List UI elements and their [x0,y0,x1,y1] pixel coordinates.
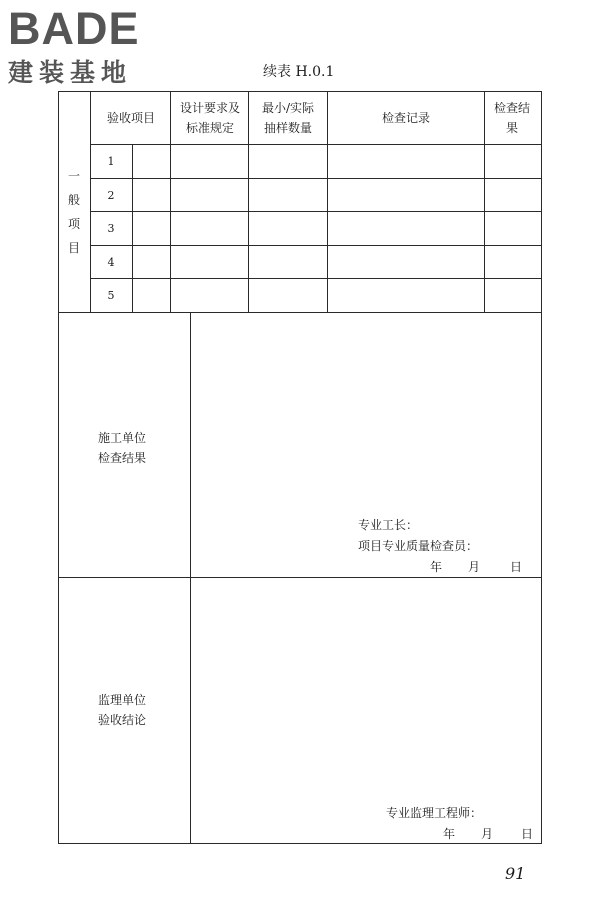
general-items-label-2: 般 [67,193,80,207]
construction-inspector: 项目专业质量检查员： [358,539,479,553]
construction-date [430,558,522,576]
header-design: 设计要求及标准规定 [179,101,240,135]
logo-subtitle: 建装基地 [8,58,133,87]
construction-foreman: 专业工长： [358,518,419,532]
table-caption: 续表 H.0.1 [263,64,335,80]
header-result: 检查结果 [493,101,530,135]
general-items-label-4: 目 [67,241,80,255]
row-number-5: 5 [107,289,115,302]
supervision-date-month: 月 [481,827,494,841]
row-line-section-split [58,577,542,578]
row-line-3 [90,245,542,246]
header-sample: 最小/实际抽样数量 [261,101,315,135]
row-line-1 [90,178,542,179]
supervision-label: 监理单位验收结论 [98,693,147,727]
construction-date-year: 年 [430,560,443,574]
row-number-1: 1 [107,155,115,168]
header-item: 验收项目 [106,111,155,125]
col-line-number [132,144,133,312]
supervision-date [443,825,533,843]
supervision-date-year: 年 [443,827,456,841]
construction-date-month: 月 [468,560,481,574]
table-border-bottom [58,843,542,844]
row-line-general-end [58,312,542,313]
supervision-date-day: 日 [521,827,534,841]
construction-date-day: 日 [510,560,523,574]
table-border-left [58,91,59,844]
general-items-label-1: 一 [67,169,80,183]
row-line-4 [90,278,542,279]
row-line-header [90,144,542,145]
table-border-right [541,91,542,844]
supervision-engineer: 专业监理工程师： [386,806,483,820]
row-line-2 [90,211,542,212]
construction-label: 施工单位检查结果 [98,431,147,465]
logo-wordmark: BADE [8,3,140,54]
row-number-3: 3 [107,222,115,235]
header-record: 检查记录 [381,111,430,125]
table-border-top [58,91,542,92]
col-line-section-label [190,312,191,844]
row-number-4: 4 [107,256,115,269]
page-number: 91 [505,864,526,883]
row-number-2: 2 [107,189,115,202]
general-items-label-3: 项 [67,217,80,231]
